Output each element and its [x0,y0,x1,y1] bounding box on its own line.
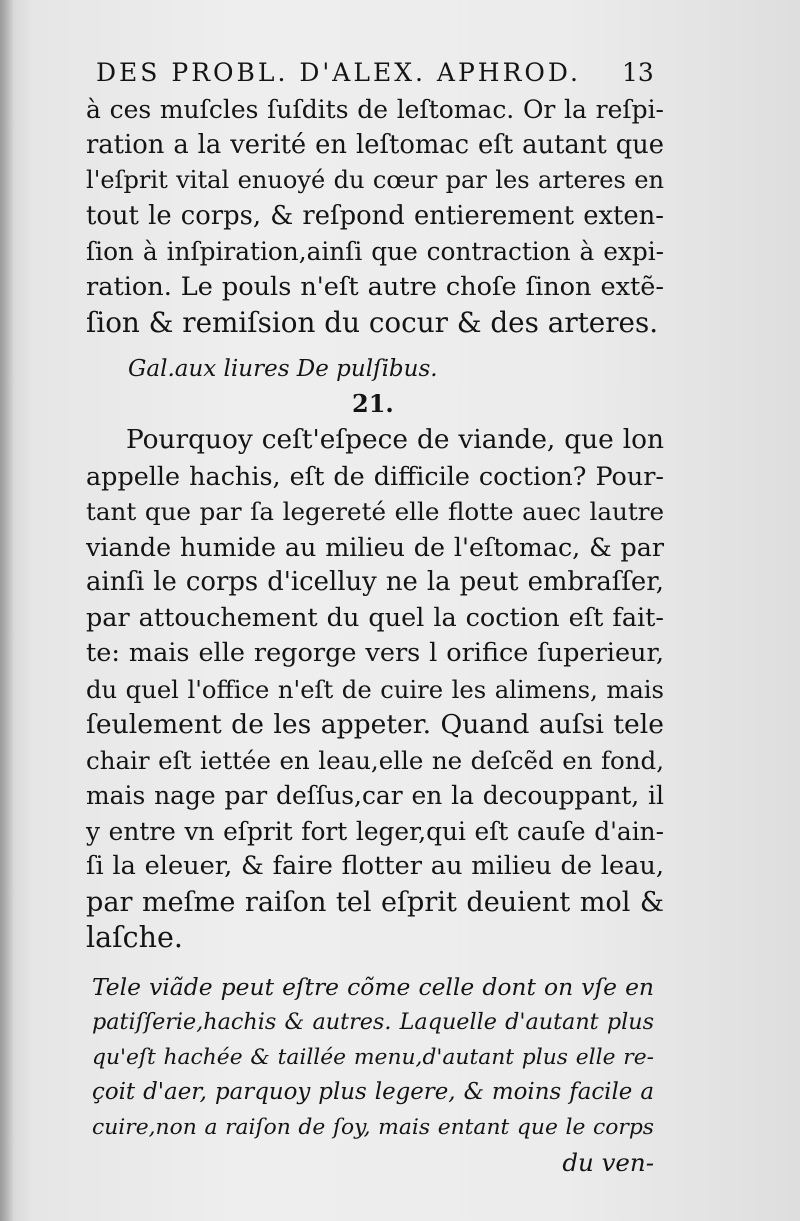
text-line: l'eſprit vital enuoyé du cœur par les arteres en [86,166,664,194]
gloss-line: qu'eſt hachée & taillée menu,d'autant plus elle re- [92,1045,654,1070]
gloss-line: patiſſerie,hachis & autres. Laquelle d'autant plus [92,1009,654,1035]
text-line: tant que par ſa legereté elle flotte auec lautre [86,497,664,526]
text-line: ration a la verité en leſtomac eſt autant que [86,129,664,160]
text-line: te: mais elle regorge vers l orifice ſuperieur, [86,638,664,668]
paragraph-1 [86,92,664,341]
running-head: DES PROBL. D'ALEX. APHROD. [96,58,581,87]
text-line: par attouchement du quel la coction eſt fait- [86,602,664,633]
marginal-reference: Gal.aux liures De pulſibus. [128,356,438,382]
text-line: tout le corps, & reſpond entierement exten- [86,200,664,231]
gloss-line: cuire,non a raiſon de ſoy, mais entant que le corps [92,1115,654,1140]
text-line: ſeulement de les appeter. Quand auſsi tele [86,709,664,740]
page-number: 13 [622,58,654,87]
text-line: à ces muſcles ſuſdits de leſtomac. Or la reſpi- [86,95,664,124]
text-line: ſi la eleuer, & faire flotter au milieu de leau, [86,851,664,881]
text-line: chair eſt iettée en leau,elle ne deſcẽd en fond, [86,745,664,775]
text-line: y entre vn eſprit fort leger,qui eſt cauſe d'ain- [86,816,664,846]
text-line: Pourquoy ceſt'eſpece de viande, que lon [126,425,664,455]
commentary-gloss [92,970,654,1180]
gloss-line: Tele viãde peut eſtre cõme celle dont on vſe en [92,973,654,1001]
text-line: appelle hachis, eſt de difficile coction? Pour- [86,460,664,491]
paragraph-2 [86,423,664,956]
text-line: ration. Le pouls n'eſt autre choſe ſinon extẽ- [86,271,664,302]
text-line: ſion à inſpiration,ainſi que contraction à expi- [86,237,664,266]
problem-number: 21. [352,389,394,418]
text-line: par meſme raiſon tel eſprit deuient mol & [86,886,664,918]
gloss-line: çoit d'aer, parquoy plus legere, & moins facile a [92,1079,654,1105]
text-line: ainſi le corps d'icelluy ne la peut embraſſer, [86,567,664,597]
text-line: viande humide au milieu de l'eſtomac, & par [86,531,664,562]
text-line: ſion & remiſsion du cocur & des arteres. [86,306,659,339]
text-line: du quel l'office n'eſt de cuire les alimens, mais [86,674,664,704]
catchword: du ven- [562,1148,654,1177]
text-line: laſche. [86,921,183,954]
text-line: mais nage par deſſus,car en la decouppant, il [86,781,664,810]
